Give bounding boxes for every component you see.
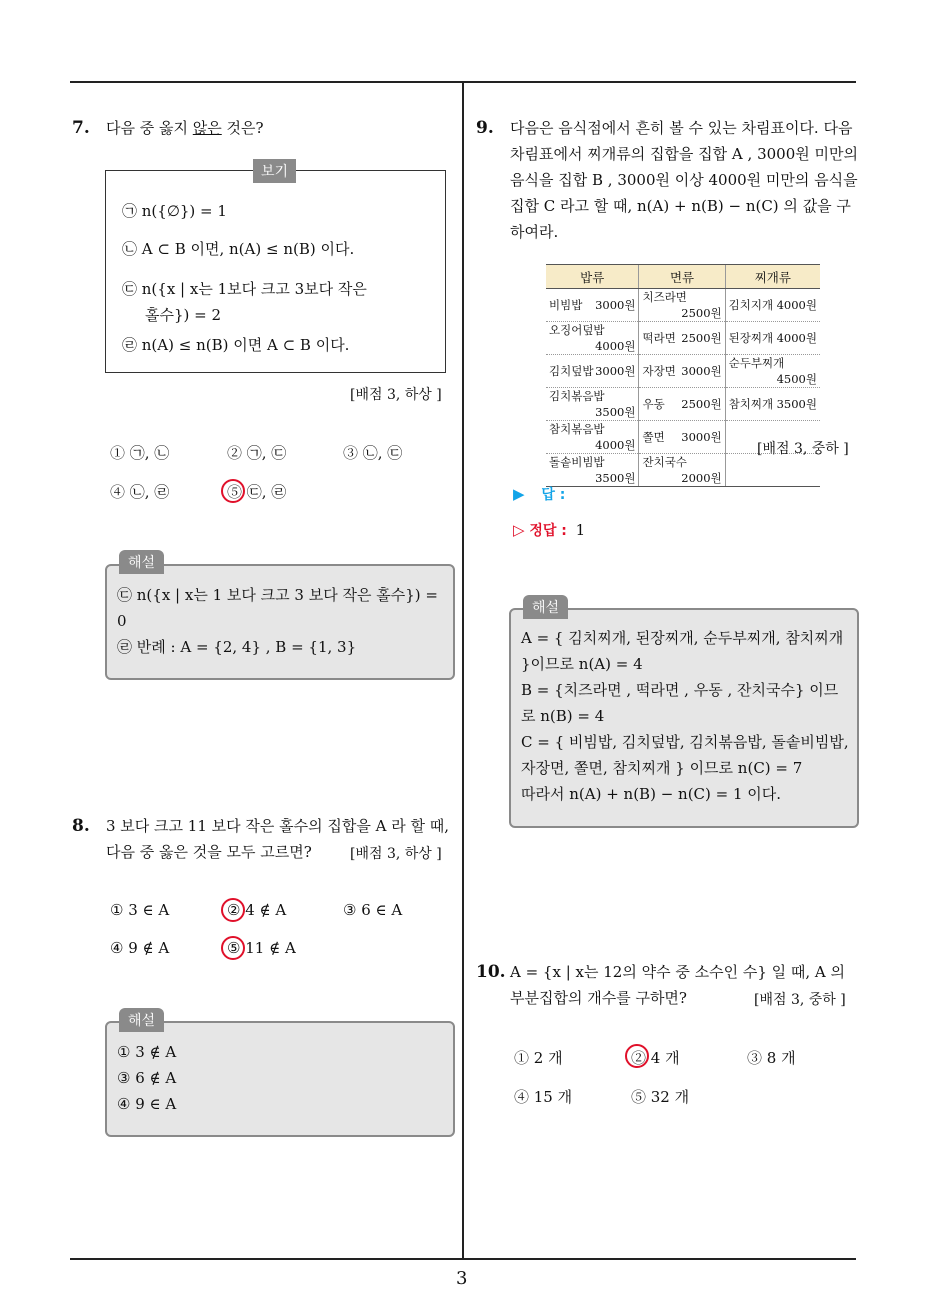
q8-choice-4[interactable]: ④ 9 ∉ A — [110, 939, 170, 957]
q9-score: [배점 3, 중하 ] — [757, 441, 849, 457]
q8-number: 8. — [72, 816, 90, 836]
q7-choice-4[interactable]: ④ ㉡, ㉣ — [110, 483, 170, 501]
q9-correct-row — [513, 520, 585, 540]
table-cell — [546, 454, 639, 487]
q10-choice-1[interactable]: ① 2 개 — [514, 1049, 563, 1067]
table-row — [546, 355, 820, 388]
q7-choice-5[interactable]: ⑤ ㉢, ㉣ — [227, 483, 287, 501]
q7-bogi-item-3-cont: 홀수}) = 2 — [145, 306, 222, 324]
q9-question-line-5: 하여라. — [510, 223, 559, 241]
table-cell — [725, 289, 820, 322]
q7-explanation-line-1: ㉢ n({x | x는 1 보다 크고 3 보다 작은 홀수}) = — [117, 586, 438, 604]
header-rice: 밥류 — [546, 265, 639, 289]
bottom-rule — [70, 1258, 856, 1260]
table-cell — [639, 322, 725, 355]
table-cell — [725, 388, 820, 421]
table-cell — [639, 289, 725, 322]
table-cell — [639, 454, 725, 487]
q7-choice-3[interactable]: ③ ㉡, ㉢ — [343, 444, 403, 462]
q7-bogi-label: 보기 — [253, 159, 296, 183]
table-cell — [725, 355, 820, 388]
q9-explanation-line-4: 로 n(B) = 4 — [521, 707, 605, 725]
menu-item-price: 2500원 — [681, 331, 722, 345]
q10-choice-2[interactable]: ② 4 개 — [631, 1049, 680, 1067]
q9-answer-label: 답 : — [541, 487, 566, 503]
menu-item-name: 잔치국수 — [642, 455, 687, 469]
q10-score: [배점 3, 중하 ] — [754, 992, 846, 1008]
q9-explanation-line-7: 따라서 n(A) + n(B) − n(C) = 1 이다. — [521, 785, 782, 803]
q7-choice-1[interactable]: ① ㉠, ㉡ — [110, 444, 170, 462]
q8-question-line-1: 3 보다 크고 11 보다 작은 홀수의 집합을 A 라 할 때, — [106, 817, 450, 835]
table-cell — [546, 355, 639, 388]
header-noodle: 면류 — [639, 265, 725, 289]
table-header-row — [546, 265, 820, 289]
menu-item-price: 3000원 — [681, 430, 722, 444]
q9-answer-row — [513, 484, 565, 504]
q9-question-line-4: 집합 C 라고 할 때, n(A) + n(B) − n(C) 의 값을 구 — [510, 197, 851, 215]
menu-item-name: 자장면 — [642, 364, 676, 378]
menu-item-name: 치즈라면 — [642, 290, 687, 304]
table-cell — [639, 421, 725, 454]
q7-explanation-line-3: ㉣ 반례 : A = {2, 4} , B = {1, 3} — [117, 638, 357, 656]
menu-item-name: 오징어덮밥 — [549, 323, 605, 337]
q7-bogi-item-3: ㉢ n({x | x는 1보다 크고 3보다 작은 — [122, 280, 367, 298]
menu-item-price: 3000원 — [595, 364, 636, 378]
q9-explanation-line-2: }이므로 n(A) = 4 — [521, 655, 643, 673]
q9-explanation-line-3: B = {치즈라면 , 떡라면 , 우동 , 잔치국수} 이므 — [521, 681, 839, 699]
q8-explanation-line-2: ③ 6 ∉ A — [117, 1069, 177, 1087]
menu-item-price: 3000원 — [681, 364, 722, 378]
menu-item-price: 4000원 — [776, 298, 817, 312]
q10-choice-3[interactable]: ③ 8 개 — [747, 1049, 796, 1067]
menu-item-name: 우동 — [642, 397, 665, 411]
table-cell — [725, 454, 820, 487]
q10-question-line-1: A = {x | x는 12의 약수 중 소수인 수} 일 때, A 의 — [510, 963, 846, 981]
menu-item-price: 3500원 — [595, 405, 636, 419]
q7-score: [배점 3, 하상 ] — [350, 387, 442, 403]
header-stew: 찌개류 — [725, 265, 820, 289]
menu-item-price: 4000원 — [595, 438, 636, 452]
page-number: 3 — [456, 1268, 468, 1289]
menu-item-name: 김치볶음밥 — [549, 389, 605, 403]
q10-answer-mark — [625, 1044, 649, 1068]
menu-item-name: 순두부찌개 — [728, 356, 785, 370]
q8-explanation-line-3: ④ 9 ∈ A — [117, 1095, 177, 1113]
q9-explanation-label: 해설 — [523, 595, 568, 619]
table-cell — [639, 355, 725, 388]
table-row — [546, 322, 820, 355]
q10-choice-5[interactable]: ⑤ 32 개 — [631, 1088, 690, 1106]
menu-item-price: 4000원 — [595, 339, 636, 353]
q7-bogi-item-1: ㉠ n({∅}) = 1 — [122, 202, 227, 220]
menu-item-price: 4500원 — [776, 372, 817, 386]
q10-question-line-2: 부분집합의 개수를 구하면? — [510, 989, 687, 1007]
q8-explanation-line-1: ① 3 ∉ A — [117, 1043, 177, 1061]
menu-item-price: 2000원 — [681, 471, 722, 485]
q9-explanation-line-6: 자장면, 쫄면, 참치찌개 } 이므로 n(C) = 7 — [521, 759, 803, 777]
q7-bogi-item-2: ㉡ A ⊂ B 이면, n(A) ≤ n(B) 이다. — [122, 240, 355, 258]
table-cell — [546, 322, 639, 355]
q7-explanation-box — [105, 564, 455, 680]
q7-number: 7. — [72, 118, 90, 138]
q8-explanation-label: 해설 — [119, 1008, 164, 1032]
menu-item-name: 돌솥비빔밥 — [549, 455, 605, 469]
q9-number: 9. — [476, 118, 494, 138]
q9-question-line-2: 차림표에서 찌개류의 집합을 집합 A , 3000원 미만의 — [510, 145, 858, 163]
table-row — [546, 289, 820, 322]
menu-item-name: 된장찌개 — [728, 331, 774, 345]
play-icon: ▶ — [513, 485, 525, 503]
table-cell — [546, 289, 639, 322]
q7-choice-2[interactable]: ② ㉠, ㉢ — [227, 444, 287, 462]
q8-question-line-2: 다음 중 옳은 것을 모두 고르면? — [106, 843, 312, 861]
table-row — [546, 388, 820, 421]
q7-explanation-label: 해설 — [119, 550, 164, 574]
q8-choice-1[interactable]: ① 3 ∈ A — [110, 901, 170, 919]
menu-item-name: 떡라면 — [642, 331, 676, 345]
q8-choice-3[interactable]: ③ 6 ∈ A — [343, 901, 403, 919]
q8-choice-5[interactable]: ⑤ 11 ∉ A — [227, 939, 296, 957]
menu-item-price: 3500원 — [595, 471, 636, 485]
table-cell — [639, 388, 725, 421]
q9-question-line-3: 음식을 집합 B , 3000원 이상 4000원 미만의 음식을 — [510, 171, 858, 189]
q9-explanation-line-1: A = { 김치찌개, 된장찌개, 순두부찌개, 참치찌개 — [521, 629, 844, 647]
menu-item-price: 2500원 — [681, 397, 722, 411]
menu-item-price: 3500원 — [776, 397, 817, 411]
menu-item-name: 참치찌개 — [728, 397, 774, 411]
menu-item-name: 쫄면 — [642, 430, 665, 444]
menu-item-price: 4000원 — [776, 331, 817, 345]
q9-explanation-line-5: C = { 비빔밥, 김치덮밥, 김치볶음밥, 돌솥비빔밥, — [521, 733, 849, 751]
menu-item-name: 참치볶음밥 — [549, 422, 605, 436]
q8-answer-mark-5 — [221, 936, 245, 960]
q9-correct-value: 1 — [575, 521, 586, 539]
table-cell — [725, 322, 820, 355]
menu-item-price: 3000원 — [595, 298, 636, 312]
table-row — [546, 454, 820, 487]
q8-answer-mark-2 — [221, 898, 245, 922]
menu-item-name: 김치지개 — [728, 298, 774, 312]
q9-question-line-1: 다음은 음식점에서 흔히 볼 수 있는 차림표이다. 다음 — [510, 119, 853, 137]
q8-choice-2[interactable]: ② 4 ∉ A — [227, 901, 287, 919]
q8-score: [배점 3, 하상 ] — [350, 846, 442, 862]
q10-choice-4[interactable]: ④ 15 개 — [514, 1088, 573, 1106]
q7-bogi-item-4: ㉣ n(A) ≤ n(B) 이면 A ⊂ B 이다. — [122, 336, 350, 354]
q10-number: 10. — [476, 962, 506, 982]
table-cell — [546, 388, 639, 421]
menu-item-name: 비빔밥 — [549, 298, 583, 312]
menu-item-price: 2500원 — [681, 306, 722, 320]
q7-question: 다음 중 옳지 않은 것은? — [106, 119, 264, 137]
q7-explanation-line-2: 0 — [117, 612, 127, 630]
menu-item-name: 김치덮밥 — [549, 364, 594, 378]
q7-answer-mark — [221, 479, 245, 503]
table-cell — [546, 421, 639, 454]
q9-correct-label: 정답 : — [529, 523, 567, 539]
outline-play-icon: ▷ — [513, 521, 525, 539]
column-divider — [462, 82, 464, 1259]
